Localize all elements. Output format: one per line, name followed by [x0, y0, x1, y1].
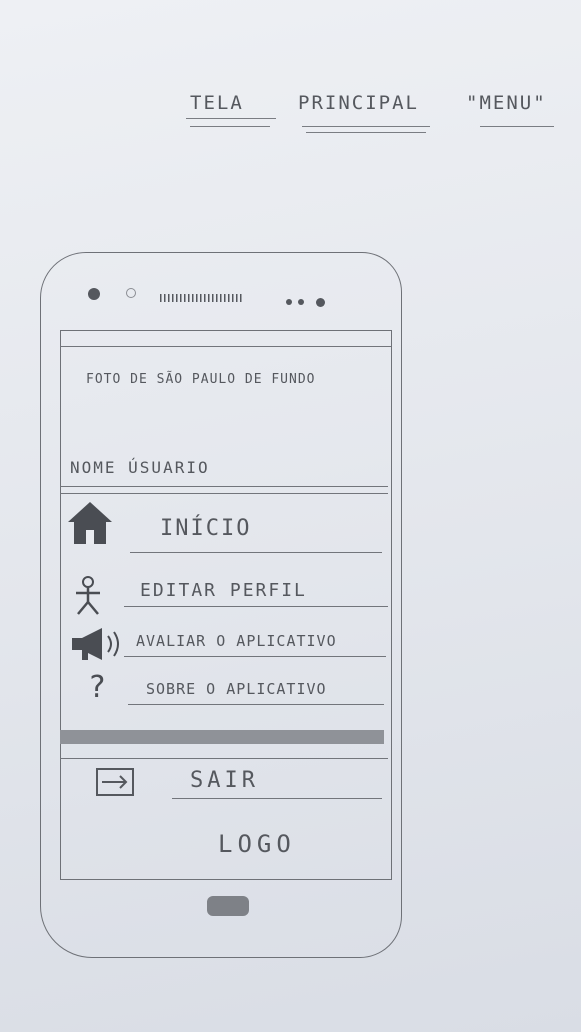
menu-item-underline [172, 798, 382, 799]
title-underline [480, 126, 554, 127]
title-principal: PRINCIPAL [298, 92, 419, 114]
menu-item-label: EDITAR PERFIL [140, 580, 307, 601]
header-divider [60, 486, 388, 487]
menu-item-label: AVALIAR O APLICATIVO [136, 632, 337, 650]
title-underline [186, 118, 276, 119]
menu-item-underline [124, 606, 388, 607]
header-divider [60, 493, 388, 494]
title-underline [306, 132, 426, 133]
menu-item-underline [130, 552, 382, 553]
app-logo: LOGO [218, 830, 296, 858]
user-name: NOME ÚSUARIO [70, 458, 210, 477]
section-line [60, 758, 388, 759]
home-icon [66, 500, 114, 546]
title-underline [190, 126, 270, 127]
sensor-dot-icon [298, 299, 304, 305]
menu-item-label: INÍCIO [160, 516, 252, 541]
menu-item-label: SAIR [190, 768, 259, 793]
exit-icon [94, 766, 138, 798]
menu-section-divider [60, 730, 384, 744]
title-menu: "MENU" [466, 92, 547, 114]
front-camera-icon [88, 288, 100, 300]
sensor-icon [126, 288, 136, 298]
speaker-grille-icon [160, 294, 242, 302]
menu-item-underline [124, 656, 386, 657]
title-underline [302, 126, 430, 127]
sensor-dot-icon [316, 298, 325, 307]
question-icon: ? [88, 670, 109, 705]
hardware-home-button[interactable] [207, 896, 249, 916]
person-icon [70, 576, 106, 616]
megaphone-icon [70, 626, 124, 662]
status-bar-divider [60, 346, 391, 347]
title-tela: TELA [190, 92, 244, 114]
header-background-note: FOTO DE SÃO PAULO DE FUNDO [86, 372, 316, 387]
sensor-dot-icon [286, 299, 292, 305]
menu-item-underline [128, 704, 384, 705]
menu-item-label: SOBRE O APLICATIVO [146, 680, 327, 698]
